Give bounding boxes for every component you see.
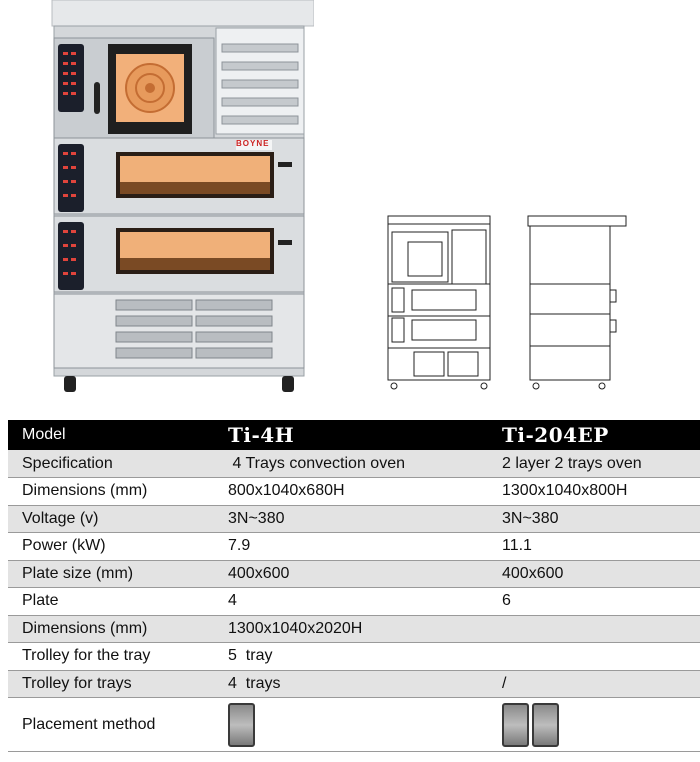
row-label: Trolley for the tray bbox=[8, 643, 220, 671]
row-label: Voltage (v) bbox=[8, 505, 220, 533]
placement-ti-204ep bbox=[494, 698, 700, 752]
specification-table bbox=[8, 420, 700, 752]
header-model-label: Model bbox=[8, 420, 220, 450]
table-row bbox=[8, 533, 700, 561]
row-value-ti-204ep: 1300x1040x800H bbox=[494, 478, 700, 506]
row-label: Dimensions (mm) bbox=[8, 478, 220, 506]
row-value-ti-204ep: 2 layer 2 trays oven bbox=[494, 450, 700, 478]
table-row bbox=[8, 698, 700, 752]
row-label: Plate bbox=[8, 588, 220, 616]
table-row bbox=[8, 588, 700, 616]
row-label: Dimensions (mm) bbox=[8, 615, 220, 643]
row-value-ti-204ep: 6 bbox=[494, 588, 700, 616]
row-value-ti-204ep: 11.1 bbox=[494, 533, 700, 561]
table-row bbox=[8, 450, 700, 478]
row-value-ti-204ep bbox=[494, 643, 700, 671]
table-row bbox=[8, 670, 700, 698]
tray-icon bbox=[532, 703, 559, 747]
row-label: Placement method bbox=[8, 698, 220, 752]
row-value-ti-204ep: 400x600 bbox=[494, 560, 700, 588]
row-value-ti-4h: 4 bbox=[220, 588, 494, 616]
header-model-ti-204ep: Ti-204EP bbox=[494, 420, 700, 450]
row-value-ti-4h: 4 Trays convection oven bbox=[220, 450, 494, 478]
row-value-ti-204ep bbox=[494, 615, 700, 643]
row-value-ti-4h: 1300x1040x2020H bbox=[220, 615, 494, 643]
row-value-ti-204ep: 3N~380 bbox=[494, 505, 700, 533]
table-row bbox=[8, 615, 700, 643]
table-row bbox=[8, 560, 700, 588]
row-label: Power (kW) bbox=[8, 533, 220, 561]
header-model-ti-4h: Ti-4H bbox=[220, 420, 494, 450]
tray-icon bbox=[502, 703, 529, 747]
row-value-ti-4h: 5 tray bbox=[220, 643, 494, 671]
side-line-drawing bbox=[526, 214, 630, 392]
front-line-drawing bbox=[384, 214, 494, 392]
row-label: Specification bbox=[8, 450, 220, 478]
row-value-ti-4h: 4 trays bbox=[220, 670, 494, 698]
placement-ti-4h bbox=[220, 698, 494, 752]
row-label: Trolley for trays bbox=[8, 670, 220, 698]
row-value-ti-4h: 7.9 bbox=[220, 533, 494, 561]
row-value-ti-4h: 3N~380 bbox=[220, 505, 494, 533]
row-label: Plate size (mm) bbox=[8, 560, 220, 588]
row-value-ti-4h: 400x600 bbox=[220, 560, 494, 588]
tray-icon bbox=[228, 703, 255, 747]
table-row bbox=[8, 505, 700, 533]
brand-logo: BOYNE bbox=[236, 139, 270, 148]
table-row bbox=[8, 643, 700, 671]
row-value-ti-4h: 800x1040x680H bbox=[220, 478, 494, 506]
row-value-ti-204ep: / bbox=[494, 670, 700, 698]
oven-product-photo bbox=[50, 0, 314, 396]
table-row bbox=[8, 478, 700, 506]
table-header-row bbox=[8, 420, 700, 450]
